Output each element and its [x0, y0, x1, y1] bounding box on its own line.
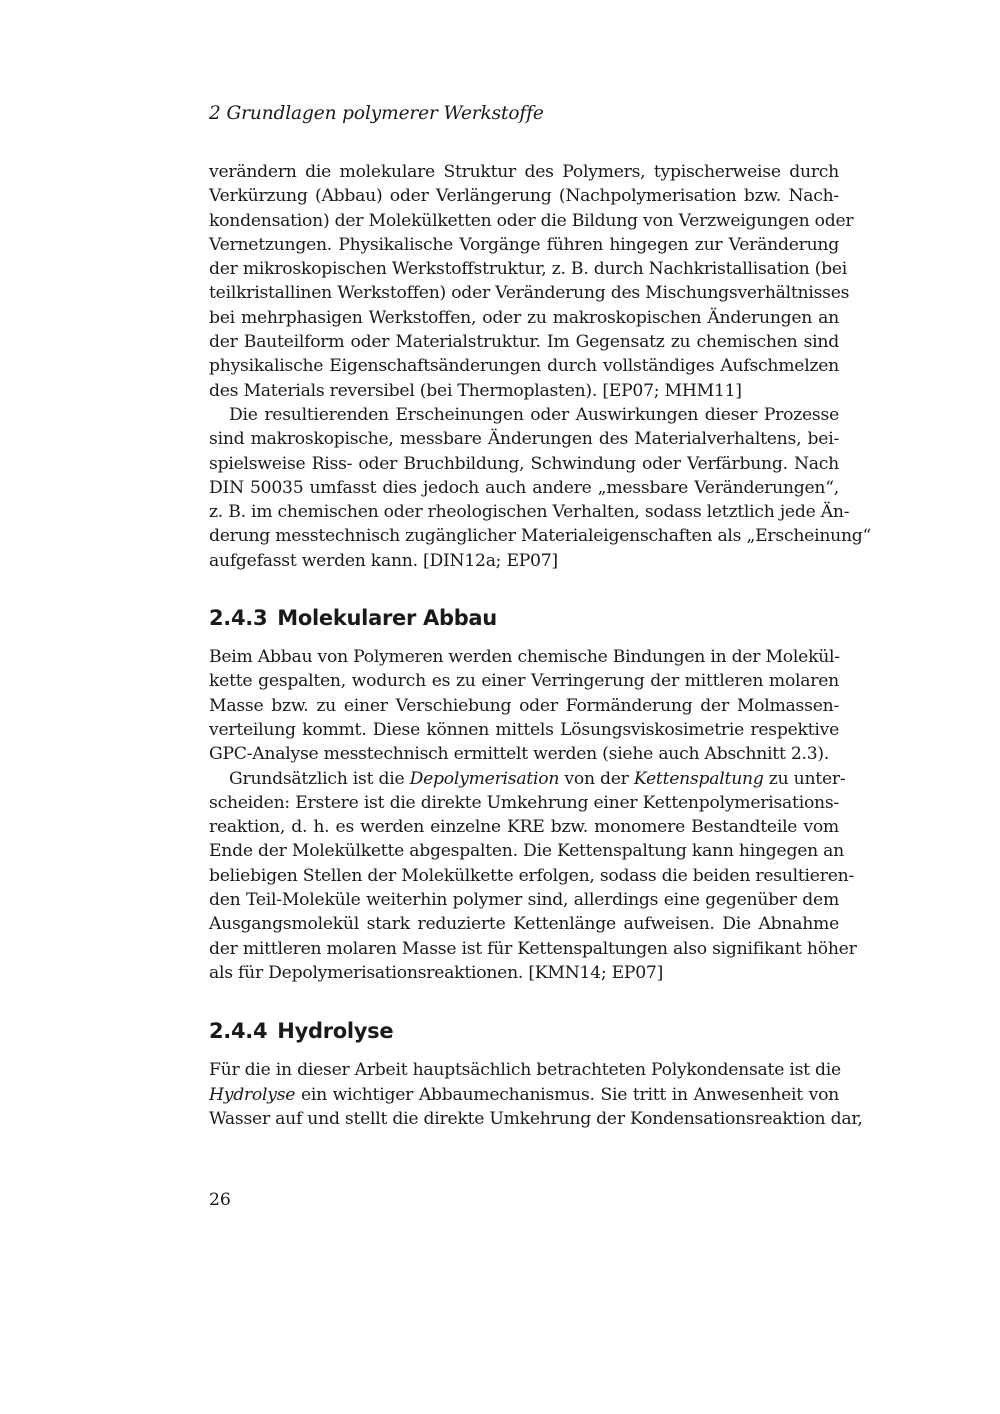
text-run: ein wichtiger Abbaumechanismus. Sie tritt in Anwesenheit von: [295, 1084, 839, 1105]
text-line: des Materials reversibel (bei Thermoplasten). [EP07; MHM11]: [209, 380, 742, 401]
emphasis-depolymerisation: Depolymerisation: [409, 768, 560, 789]
text-line: kondensation) der Molekülketten oder die Bildung von Verzweigungen oder: [209, 210, 854, 231]
running-head: 2 Grundlagen polymerer Werkstoffe: [209, 103, 544, 124]
emphasis-kettenspaltung: Kettenspaltung: [633, 768, 764, 789]
section-number: 2.4.4: [209, 1019, 268, 1044]
text-line: Verkürzung (Abbau) oder Verlängerung (Nachpolymerisation bzw. Nach-: [209, 186, 839, 207]
text-line: physikalische Eigenschaftsänderungen durch vollständiges Aufschmelzen: [209, 356, 839, 377]
text-line: den Teil-Moleküle weiterhin polymer sind, allerdings eine gegenüber dem: [209, 890, 839, 911]
section-heading-hydrolyse: [209, 1019, 839, 1043]
text-line: Wasser auf und stellt die direkte Umkehrung der Kondensationsreaktion dar,: [209, 1108, 863, 1129]
text-line: spielsweise Riss- oder Bruchbildung, Schwindung oder Verfärbung. Nach: [209, 453, 839, 474]
text-line: der Bauteilform oder Materialstruktur. Im Gegensatz zu chemischen sind: [209, 332, 839, 353]
text-run: Grundsätzlich ist die: [229, 768, 410, 789]
text-line: Vernetzungen. Physikalische Vorgänge führen hingegen zur Veränderung: [209, 234, 839, 255]
text-line: Ende der Molekülkette abgespalten. Die Kettenspaltung kann hingegen an: [209, 841, 844, 862]
text-line: reaktion, d. h. es werden einzelne KRE bzw. monomere Bestandteile vom: [209, 817, 839, 838]
page-content: [209, 160, 872, 1131]
paragraph-abbau: [209, 645, 839, 766]
text-line: beliebigen Stellen der Molekülkette erfolgen, sodass die beiden resultieren-: [209, 865, 854, 886]
text-line: Die resultierenden Erscheinungen oder Auswirkungen dieser Prozesse: [229, 404, 839, 425]
text-line: Für die in dieser Arbeit hauptsächlich betrachteten Polykondensate ist die: [209, 1060, 841, 1081]
page-number: 26: [209, 1190, 231, 1210]
paragraph-hydrolyse: [209, 1058, 863, 1131]
text-line: bei mehrphasigen Werkstoffen, oder zu makroskopischen Änderungen an: [209, 307, 839, 328]
text-line: Beim Abbau von Polymeren werden chemische Bindungen in der Molekül-: [209, 647, 840, 668]
text-line: der mikroskopischen Werkstoffstruktur, z. B. durch Nachkristallisation (bei: [209, 259, 847, 280]
text-line: verändern die molekulare Struktur des Polymers, typischerweise durch: [209, 162, 839, 182]
text-line: als für Depolymerisationsreaktionen. [KMN14; EP07]: [209, 962, 664, 983]
text-line: scheiden: Erstere ist die direkte Umkehrung einer Kettenpolymerisations-: [209, 792, 839, 813]
paragraph-depolymerisation: [209, 767, 857, 986]
section-title: Molekularer Abbau: [277, 606, 497, 631]
text-line: der mittleren molaren Masse ist für Kettenspaltungen also signifikant höher: [209, 938, 857, 959]
text-line: Ausgangsmolekül stark reduzierte Kettenlänge aufweisen. Die Abnahme: [209, 914, 839, 935]
text-line: verteilung kommt. Diese können mittels Lösungsviskosimetrie respektive: [209, 719, 839, 740]
section-heading-molekularer-abbau: [209, 606, 839, 630]
text-line: GPC-Analyse messtechnisch ermittelt werden (siehe auch Abschnitt 2.3).: [209, 744, 830, 765]
text-line: Masse bzw. zu einer Verschiebung oder Formänderung der Molmassen-: [209, 695, 839, 716]
text-line: derung messtechnisch zugänglicher Materialeigenschaften als „Erscheinung“: [209, 526, 872, 547]
text-line: aufgefasst werden kann. [DIN12a; EP07]: [209, 550, 558, 571]
paragraph-continued: [209, 160, 854, 403]
text-line: teilkristallinen Werkstoffen) oder Veränderung des Mischungsverhältnisses: [209, 283, 850, 304]
text-run: zu unter-: [763, 768, 846, 789]
text-run: von der: [559, 768, 634, 789]
section-title: Hydrolyse: [277, 1019, 394, 1044]
text-line: sind makroskopische, messbare Änderungen des Materialverhaltens, bei-: [209, 429, 839, 450]
emphasis-hydrolyse: Hydrolyse: [209, 1084, 296, 1105]
text-line: [209, 767, 846, 791]
text-line: [209, 1083, 839, 1107]
text-line: z. B. im chemischen oder rheologischen Verhalten, sodass letztlich jede Än-: [209, 502, 850, 523]
text-line: DIN 50035 umfasst dies jedoch auch andere „messbare Veränderungen“,: [209, 477, 839, 498]
paragraph-phenomena: [209, 403, 872, 573]
text-line: kette gespalten, wodurch es zu einer Verringerung der mittleren molaren: [209, 671, 839, 692]
section-number: 2.4.3: [209, 606, 268, 631]
